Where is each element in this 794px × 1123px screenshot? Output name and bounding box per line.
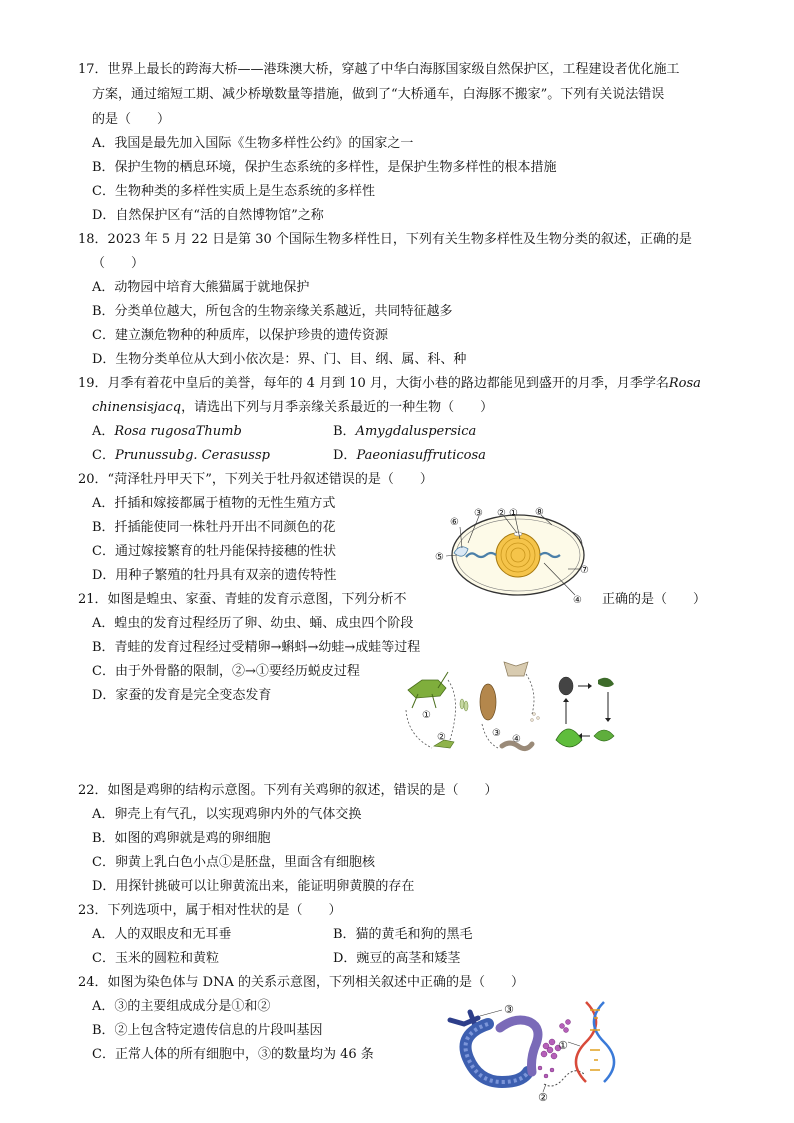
q18-option-b: B．分类单位越大，所包含的生物亲缘关系越近，共同特征越多 [92, 304, 453, 319]
q21-option-a: A．蝗虫的发育过程经历了卵、幼虫、蛹、成虫四个阶段 [92, 616, 414, 631]
q19-stem-text: 19．月季有着花中皇后的美誉，每年的 4 月到 10 月，大街小巷的路边都能见到盛开的月季，月季学名 [78, 376, 669, 391]
q17-stem-line1: 17．世界上最长的跨海大桥——港珠澳大桥，穿越了中华白海豚国家级自然保护区，工程建设者优化施工 [78, 62, 680, 77]
frog-cycle [556, 677, 614, 747]
egg-label-7: ⑦ [580, 565, 589, 576]
q19-genus-name: Rosa [668, 376, 701, 391]
option-text: Rosa rugosaThumb [114, 424, 242, 439]
q19-species-name: chinensisjacq [92, 400, 182, 415]
q19-option-b [333, 422, 476, 442]
egg-label-3: ③ [474, 508, 483, 519]
q23-stem: 23．下列选项中，属于相对性状的是（ ） [78, 903, 342, 918]
egg-structure-diagram [432, 503, 602, 605]
dna-label-2: ② [538, 1091, 548, 1103]
dna-label-3: ③ [504, 1003, 514, 1016]
q18-option-c: C．建立濒危物种的种质库，以保护珍贵的遗传资源 [92, 328, 388, 343]
egg-label-1: ① [509, 508, 518, 519]
q21-option-c: C．由于外骨骼的限制，②→①要经历蜕皮过程 [92, 664, 360, 679]
q22-option-a: A．卵壳上有气孔，以实现鸡卵内外的气体交换 [92, 807, 362, 822]
q19-stem-line2 [92, 398, 493, 418]
q24-option-a: A．③的主要组成成分是①和② [92, 999, 271, 1014]
option-label: A． [92, 424, 115, 439]
q21-option-d: D．家蚕的发育是完全变态发育 [92, 688, 272, 703]
option-label: C． [92, 448, 115, 463]
egg-label-5: ⑤ [435, 552, 444, 563]
q20-option-b: B．扦插能使同一株牡丹开出不同颜色的花 [92, 520, 336, 535]
q20-option-d: D．用种子繁殖的牡丹具有双亲的遗传特性 [92, 568, 337, 583]
dev-label-1: ① [422, 710, 431, 721]
dna-label-1: ① [558, 1039, 568, 1052]
option-text: Amygdaluspersica [355, 424, 477, 439]
dev-label-3: ③ [492, 728, 501, 739]
q19-stem-text2: ，请选出下列与月季亲缘关系最近的一种生物（ ） [181, 400, 494, 415]
q18-option-a: A．动物园中培育大熊猫属于就地保护 [92, 280, 310, 295]
dev-label-2: ② [437, 732, 446, 743]
q22-option-b: B．如图的鸡卵就是鸡的卵细胞 [92, 831, 271, 846]
q23-option-d: D．豌豆的高茎和矮茎 [333, 951, 461, 966]
q21-stem-part1: 21．如图是蝗虫、家蚕、青蛙的发育示意图，下列分析不 [78, 592, 407, 607]
q24-option-c: C．正常人体的所有细胞中，③的数量均为 46 条 [92, 1047, 374, 1062]
dev-label-4: ④ [512, 734, 521, 745]
q24-stem: 24．如图为染色体与 DNA 的关系示意图，下列相关叙述中正确的是（ ） [78, 975, 524, 990]
egg-label-4: ④ [573, 595, 582, 605]
q18-option-d: D．生物分类单位从大到小依次是：界、门、目、纲、属、科、种 [92, 352, 467, 367]
dna-helix-icon [576, 1002, 614, 1082]
q19-option-a [92, 422, 242, 442]
q18-stem-line1: 18．2023 年 5 月 22 日是第 30 个国际生物多样性日，下列有关生物多样性及生物分类的叙述，正确的是 [78, 232, 692, 247]
egg-label-2: ② [497, 508, 506, 519]
silkworm-cycle [480, 662, 540, 749]
option-label: B． [333, 424, 356, 439]
q22-stem: 22．如图是鸡卵的结构示意图。下列有关鸡卵的叙述，错误的是（ ） [78, 783, 498, 798]
q20-option-c: C．通过嫁接繁育的牡丹能保持接穗的性状 [92, 544, 336, 559]
option-text: Paeoniasuffruticosa [356, 448, 486, 463]
q21-stem-part2: 正确的是（ ） [602, 592, 707, 607]
q23-option-a: A．人的双眼皮和无耳垂 [92, 927, 232, 942]
q22-option-d: D．用探针挑破可以让卵黄流出来，能证明卵黄膜的存在 [92, 879, 415, 894]
q17-stem-line3: 的是（ ） [92, 112, 171, 127]
q23-option-b: B．猫的黄毛和狗的黑毛 [333, 927, 473, 942]
q21-option-b: B．青蛙的发育过程经过受精卵→蝌蚪→幼蛙→成蛙等过程 [92, 640, 421, 655]
q19-option-d [333, 446, 486, 466]
q23-option-c: C．玉米的圆粒和黄粒 [92, 951, 219, 966]
development-diagram [398, 650, 620, 762]
option-text: Prunussubg. Cerasussp [114, 448, 270, 463]
q19-option-c [92, 446, 270, 466]
option-label: D． [333, 448, 357, 463]
q17-option-b: B．保护生物的栖息环境，保护生态系统的多样性，是保护生物多样性的根本措施 [92, 160, 557, 175]
q18-stem-line2: （ ） [92, 256, 145, 271]
q17-option-c: C．生物种类的多样性实质上是生态系统的多样性 [92, 184, 375, 199]
q20-option-a: A．扦插和嫁接都属于植物的无性生殖方式 [92, 496, 336, 511]
q17-stem-line2: 方案，通过缩短工期、减少桥墩数量等措施，做到了“大桥通车，白海豚不搬家”。下列有关说法错误 [92, 87, 665, 102]
egg-label-6: ⑥ [450, 517, 459, 528]
q17-option-d: D．自然保护区有“活的自然博物馆”之称 [92, 208, 324, 223]
q20-stem: 20．“菏泽牡丹甲天下”，下列关于牡丹叙述错误的是（ ） [78, 472, 433, 487]
egg-label-8: ⑧ [535, 507, 544, 518]
q19-stem-line1 [78, 374, 701, 394]
q17-option-a: A．我国是最先加入国际《生物多样性公约》的国家之一 [92, 136, 414, 151]
q24-option-b: B．②上包含特定遗传信息的片段叫基因 [92, 1023, 323, 1038]
chromosome-dna-diagram [440, 998, 618, 1103]
q22-option-c: C．卵黄上乳白色小点①是胚盘，里面含有细胞核 [92, 855, 375, 870]
